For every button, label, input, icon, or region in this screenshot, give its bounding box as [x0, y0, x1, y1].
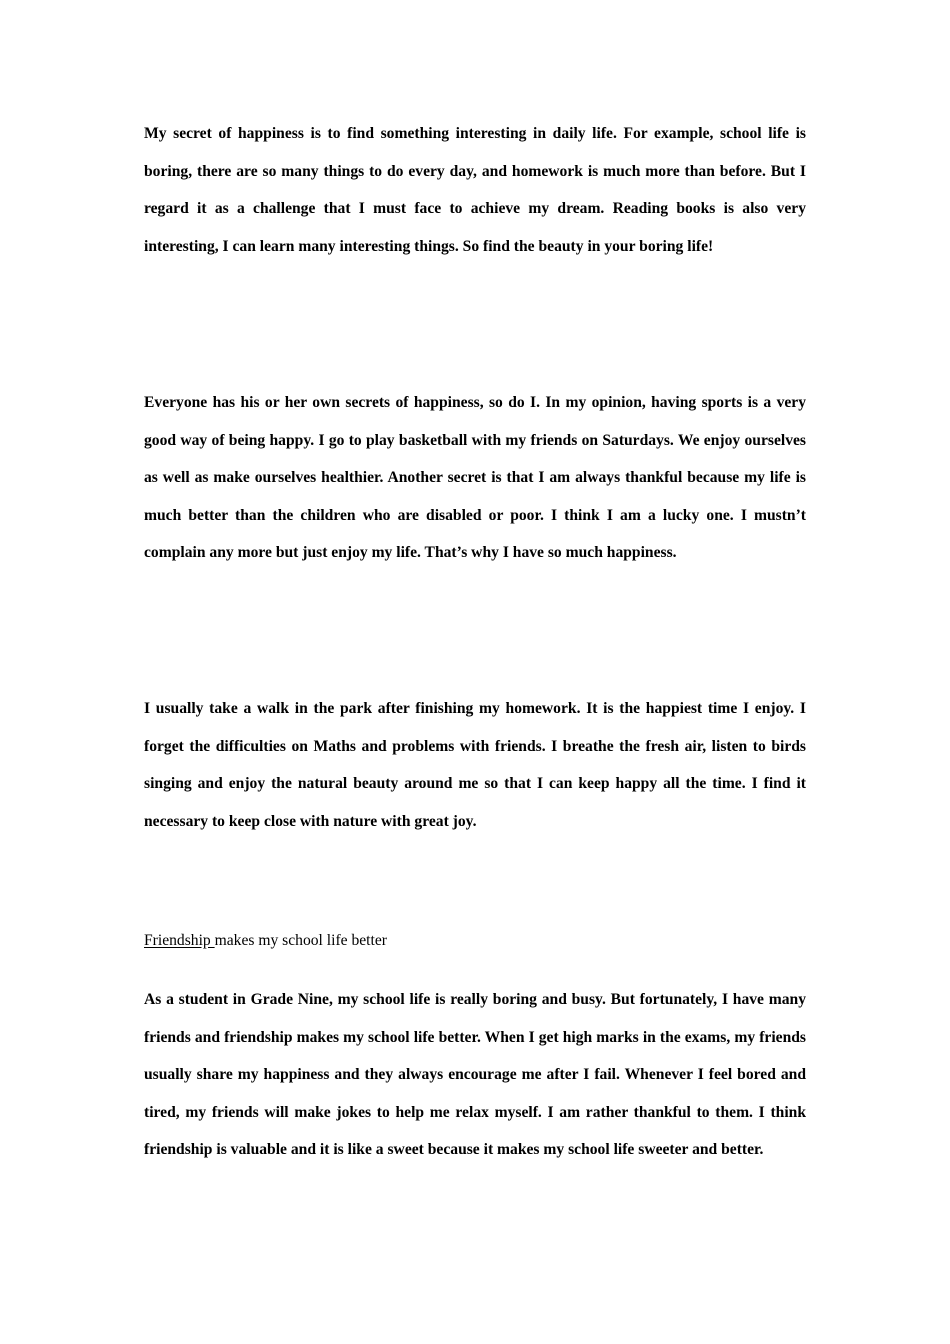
paragraph-walk-in-park: I usually take a walk in the park after finishing my homework. It is the happiest time I enjoy. I forget the difficulties on Maths and problems with friends. I breathe the fresh air, listen to birds singing and enjoy the natural beauty around me so that I can keep happy all the time. I find it necessary to keep close with nature with great joy.	[144, 700, 806, 830]
paragraph-friendship: As a student in Grade Nine, my school life is really boring and busy. But fortunately, I have many friends and friendship makes my school life better. When I get high marks in the exams, my friends usually share my happiness and they always encourage me after I fail. Whenever I feel bored and tired, my friends will make jokes to help me relax myself. I am rather thankful to them. I think friendship is valuable and it is like a sweet because it makes my school life sweeter and better.	[144, 991, 806, 1158]
paragraph-secrets-of-happiness: Everyone has his or her own secrets of happiness, so do I. In my opinion, having sports is a very good way of being happy. I go to play basketball with my friends on Saturdays. We enjoy ourselves as well as make ourselves healthier. Another secret is that I am always thankful because my life is much better than the children who are disabled or poor. I think I am a lucky one. I mustn’t complain any more but just enjoy my life. That’s why I have so much happiness.	[144, 394, 806, 561]
essay-title	[144, 930, 387, 952]
essay-title-rest: makes my school life better	[214, 932, 387, 949]
paragraph-happiness-daily-life: My secret of happiness is to find something interesting in daily life. For example, school life is boring, there are so many things to do every day, and homework is much more than before. But I regard it as a challenge that I must face to achieve my dream. Reading books is also very interesting, I can learn many interesting things. So find the beauty in your boring life!	[144, 125, 806, 255]
essay-title-underlined: Friendship	[144, 932, 215, 949]
